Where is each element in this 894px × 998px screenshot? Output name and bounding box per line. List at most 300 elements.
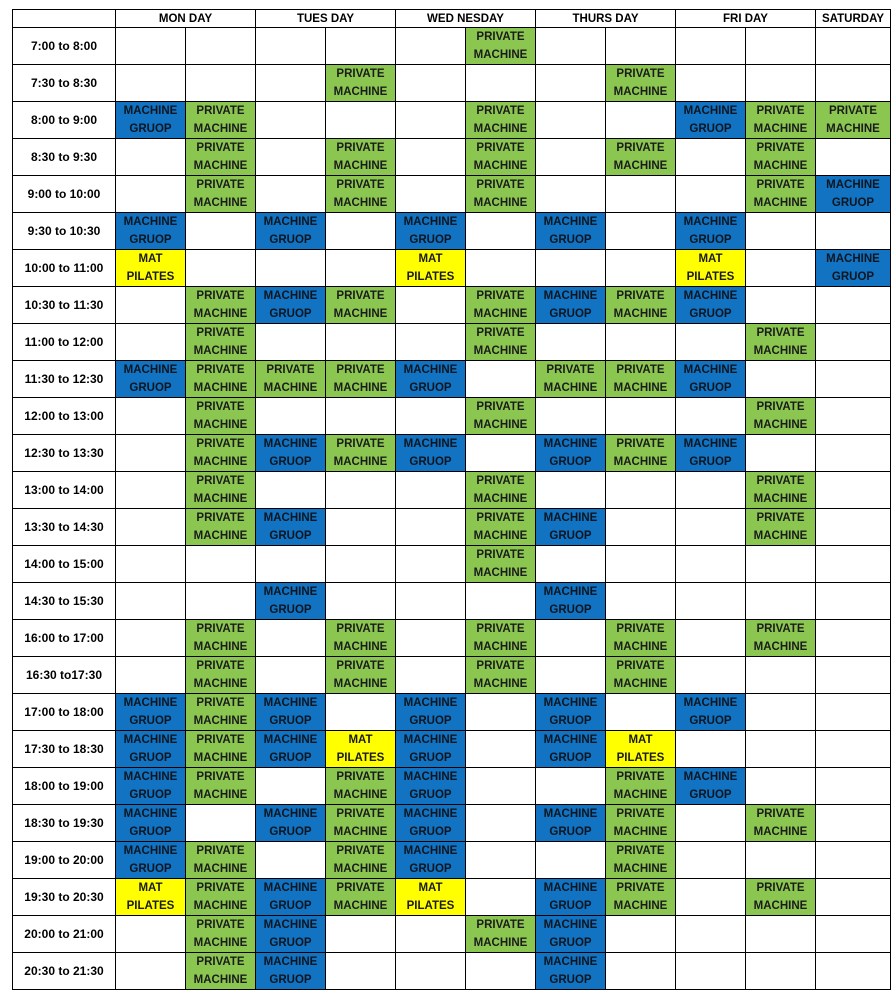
machine-group-slot (256, 287, 326, 324)
class-name-line2: GRUOP (269, 937, 312, 949)
private-machine-slot (186, 953, 256, 990)
class-name-line1: PRIVATE (336, 364, 385, 376)
empty-slot (326, 583, 396, 620)
private-machine-slot (466, 324, 536, 361)
time-label: 9:00 to 10:00 (13, 176, 116, 213)
private-machine-slot (326, 879, 396, 916)
empty-slot (396, 583, 466, 620)
class-name-line1: MACHINE (683, 290, 738, 302)
class-name-line2: MACHINE (473, 123, 528, 135)
class-name-line2: GRUOP (549, 715, 592, 727)
class-name-line2: MACHINE (753, 160, 808, 172)
class-name-line1: MACHINE (403, 808, 458, 820)
machine-group-slot (116, 805, 186, 842)
class-name-line1: MACHINE (263, 586, 318, 598)
class-name-line2: GRUOP (409, 863, 452, 875)
class-name-line1: PRIVATE (196, 734, 245, 746)
empty-slot (536, 102, 606, 139)
private-machine-slot (466, 139, 536, 176)
class-name-line2: GRUOP (549, 752, 592, 764)
private-machine-slot (466, 916, 536, 953)
class-name-line2: GRUOP (549, 974, 592, 986)
private-machine-slot (466, 102, 536, 139)
time-slot-row (13, 361, 891, 398)
class-name-line2: MACHINE (193, 974, 248, 986)
time-slot-row (13, 768, 891, 805)
empty-slot (816, 694, 891, 731)
private-machine-slot (466, 287, 536, 324)
empty-slot (466, 842, 536, 879)
class-name-line1: MACHINE (543, 216, 598, 228)
class-name-line2: GRUOP (269, 974, 312, 986)
class-name-line1: MACHINE (403, 216, 458, 228)
class-name-line2: GRUOP (129, 382, 172, 394)
empty-slot (676, 916, 746, 953)
class-name-line2: MACHINE (613, 308, 668, 320)
time-slot-row (13, 102, 891, 139)
class-name-line1: MACHINE (543, 697, 598, 709)
empty-slot (536, 139, 606, 176)
class-name-line1: MACHINE (403, 364, 458, 376)
empty-slot (536, 324, 606, 361)
empty-slot (676, 805, 746, 842)
private-machine-slot (746, 176, 816, 213)
class-name-line2: GRUOP (269, 308, 312, 320)
private-machine-slot (186, 842, 256, 879)
class-name-line2: MACHINE (333, 456, 388, 468)
class-name-line2: GRUOP (549, 900, 592, 912)
class-name-line1: MACHINE (543, 290, 598, 302)
mat-pilates-slot (606, 731, 676, 768)
class-name-line2: GRUOP (409, 456, 452, 468)
private-machine-slot (326, 768, 396, 805)
class-name-line2: MACHINE (543, 382, 598, 394)
class-name-line2: PILATES (616, 752, 665, 764)
class-name-line1: PRIVATE (756, 179, 805, 191)
empty-slot (746, 842, 816, 879)
time-label: 7:30 to 8:30 (13, 65, 116, 102)
class-name-line1: MACHINE (683, 771, 738, 783)
class-name-line1: MACHINE (263, 438, 318, 450)
class-name-line1: PRIVATE (336, 660, 385, 672)
empty-slot (676, 583, 746, 620)
time-label: 9:30 to 10:30 (13, 213, 116, 250)
private-machine-slot (186, 176, 256, 213)
class-name-line1: MAT (418, 882, 443, 894)
class-name-line1: MACHINE (123, 105, 178, 117)
class-name-line1: MACHINE (123, 808, 178, 820)
empty-slot (676, 176, 746, 213)
empty-slot (676, 324, 746, 361)
class-name-line1: MACHINE (543, 882, 598, 894)
class-name-line2: MACHINE (193, 197, 248, 209)
day-header-saturday: SATURDAY (816, 10, 891, 28)
private-machine-slot (326, 287, 396, 324)
private-machine-slot (326, 842, 396, 879)
class-name-line2: MACHINE (333, 308, 388, 320)
empty-slot (466, 583, 536, 620)
class-name-line1: MACHINE (123, 734, 178, 746)
class-name-line1: PRIVATE (336, 68, 385, 80)
class-name-line2: MACHINE (333, 641, 388, 653)
empty-slot (816, 768, 891, 805)
machine-group-slot (116, 768, 186, 805)
empty-slot (746, 657, 816, 694)
class-name-line1: MACHINE (403, 697, 458, 709)
empty-slot (116, 657, 186, 694)
machine-group-slot (676, 102, 746, 139)
class-name-line1: MACHINE (403, 845, 458, 857)
time-label: 20:30 to 21:30 (13, 953, 116, 990)
empty-slot (186, 805, 256, 842)
class-name-line2: MACHINE (193, 937, 248, 949)
machine-group-slot (116, 842, 186, 879)
class-name-line1: PRIVATE (476, 660, 525, 672)
class-name-line2: MACHINE (193, 641, 248, 653)
empty-slot (466, 213, 536, 250)
empty-slot (466, 694, 536, 731)
private-machine-slot (536, 361, 606, 398)
class-name-line2: MACHINE (193, 715, 248, 727)
time-label: 16:00 to 17:00 (13, 620, 116, 657)
class-name-line1: MACHINE (543, 919, 598, 931)
class-name-line1: PRIVATE (196, 845, 245, 857)
class-name-line2: GRUOP (269, 604, 312, 616)
private-machine-slot (746, 620, 816, 657)
class-name-line2: MACHINE (753, 345, 808, 357)
corner-header (13, 10, 116, 28)
machine-group-slot (536, 731, 606, 768)
empty-slot (256, 472, 326, 509)
class-name-line2: MACHINE (473, 567, 528, 579)
empty-slot (606, 472, 676, 509)
empty-slot (116, 65, 186, 102)
machine-group-slot (256, 879, 326, 916)
class-name-line1: PRIVATE (476, 919, 525, 931)
class-name-line2: GRUOP (831, 271, 875, 283)
empty-slot (396, 916, 466, 953)
class-name-line2: GRUOP (689, 234, 732, 246)
empty-slot (606, 694, 676, 731)
empty-slot (466, 731, 536, 768)
machine-group-slot (676, 213, 746, 250)
time-slot-row (13, 28, 891, 65)
private-machine-slot (186, 139, 256, 176)
class-name-line1: PRIVATE (196, 401, 245, 413)
private-machine-slot (746, 324, 816, 361)
class-name-line2: GRUOP (129, 123, 172, 135)
class-name-line1: PRIVATE (266, 364, 315, 376)
private-machine-slot (186, 768, 256, 805)
class-name-line2: GRUOP (549, 456, 592, 468)
time-label: 19:00 to 20:00 (13, 842, 116, 879)
day-header-tuesday: TUES DAY (256, 10, 396, 28)
class-name-line2: PILATES (406, 271, 455, 283)
machine-group-slot (536, 213, 606, 250)
class-name-line1: PRIVATE (336, 290, 385, 302)
class-name-line2: GRUOP (549, 308, 592, 320)
empty-slot (536, 657, 606, 694)
empty-slot (466, 805, 536, 842)
empty-slot (116, 398, 186, 435)
class-name-line2: MACHINE (753, 826, 808, 838)
class-name-line2: GRUOP (689, 123, 732, 135)
class-name-line2: GRUOP (831, 197, 875, 209)
empty-slot (466, 768, 536, 805)
machine-group-slot (116, 361, 186, 398)
class-name-line1: PRIVATE (196, 105, 245, 117)
machine-group-slot (396, 768, 466, 805)
day-header-thursday: THURS DAY (536, 10, 676, 28)
machine-group-slot (256, 509, 326, 546)
empty-slot (396, 28, 466, 65)
time-slot-row (13, 176, 891, 213)
class-name-line1: MACHINE (123, 216, 178, 228)
class-name-line1: PRIVATE (476, 623, 525, 635)
private-machine-slot (186, 509, 256, 546)
private-machine-slot (746, 472, 816, 509)
class-name-line1: MACHINE (543, 808, 598, 820)
mat-pilates-slot (116, 250, 186, 287)
empty-slot (326, 509, 396, 546)
class-name-line1: PRIVATE (616, 290, 665, 302)
empty-slot (396, 398, 466, 435)
class-name-line1: PRIVATE (756, 808, 805, 820)
machine-group-slot (396, 731, 466, 768)
time-label: 10:00 to 11:00 (13, 250, 116, 287)
class-name-line1: PRIVATE (476, 401, 525, 413)
class-name-line1: PRIVATE (196, 142, 245, 154)
private-machine-slot (326, 657, 396, 694)
class-name-line1: MAT (348, 734, 373, 746)
empty-slot (606, 916, 676, 953)
machine-group-slot (116, 213, 186, 250)
empty-slot (606, 250, 676, 287)
private-machine-slot (326, 805, 396, 842)
class-name-line1: PRIVATE (476, 31, 525, 43)
schedule-body (13, 28, 891, 990)
empty-slot (536, 176, 606, 213)
day-header-wednesday: WED NESDAY (396, 10, 536, 28)
private-machine-slot (186, 102, 256, 139)
class-name-line1: PRIVATE (756, 512, 805, 524)
class-name-line1: PRIVATE (616, 660, 665, 672)
time-label: 17:00 to 18:00 (13, 694, 116, 731)
class-name-line1: MACHINE (683, 438, 738, 450)
machine-group-slot (256, 731, 326, 768)
day-header-friday: FRI DAY (676, 10, 816, 28)
time-label: 8:00 to 9:00 (13, 102, 116, 139)
machine-group-slot (256, 694, 326, 731)
class-name-line1: PRIVATE (336, 438, 385, 450)
empty-slot (536, 620, 606, 657)
empty-slot (396, 620, 466, 657)
empty-slot (816, 65, 891, 102)
empty-slot (676, 139, 746, 176)
empty-slot (186, 65, 256, 102)
empty-slot (116, 546, 186, 583)
class-name-line1: PRIVATE (476, 512, 525, 524)
time-label: 19:30 to 20:30 (13, 879, 116, 916)
class-name-line2: GRUOP (269, 456, 312, 468)
time-label: 7:00 to 8:00 (13, 28, 116, 65)
class-name-line1: PRIVATE (336, 142, 385, 154)
class-name-line2: GRUOP (409, 234, 452, 246)
empty-slot (746, 213, 816, 250)
time-slot-row (13, 287, 891, 324)
class-name-line2: MACHINE (333, 826, 388, 838)
class-name-line1: PRIVATE (196, 956, 245, 968)
class-name-line1: MACHINE (263, 808, 318, 820)
private-machine-slot (186, 916, 256, 953)
empty-slot (116, 176, 186, 213)
class-name-line2: GRUOP (269, 715, 312, 727)
machine-group-slot (676, 435, 746, 472)
private-machine-slot (816, 102, 891, 139)
machine-group-slot (676, 287, 746, 324)
time-slot-row (13, 842, 891, 879)
time-slot-row (13, 953, 891, 990)
class-name-line1: MACHINE (826, 179, 880, 191)
machine-group-slot (396, 842, 466, 879)
machine-group-slot (536, 953, 606, 990)
private-machine-slot (326, 361, 396, 398)
empty-slot (676, 953, 746, 990)
empty-slot (816, 139, 891, 176)
time-slot-row (13, 213, 891, 250)
class-name-line1: MACHINE (543, 956, 598, 968)
class-name-line2: GRUOP (129, 234, 172, 246)
time-label: 14:00 to 15:00 (13, 546, 116, 583)
day-header-row (13, 10, 891, 28)
class-name-line2: MACHINE (193, 863, 248, 875)
private-machine-slot (186, 287, 256, 324)
empty-slot (676, 842, 746, 879)
class-name-line1: PRIVATE (196, 660, 245, 672)
class-name-line2: MACHINE (613, 456, 668, 468)
class-name-line2: MACHINE (333, 160, 388, 172)
class-name-line2: MACHINE (193, 900, 248, 912)
class-name-line1: PRIVATE (616, 808, 665, 820)
class-name-line1: MACHINE (123, 364, 178, 376)
empty-slot (396, 65, 466, 102)
class-name-line2: MACHINE (193, 493, 248, 505)
time-slot-row (13, 879, 891, 916)
class-name-line1: PRIVATE (616, 623, 665, 635)
empty-slot (116, 139, 186, 176)
class-name-line2: MACHINE (473, 937, 528, 949)
class-name-line1: PRIVATE (196, 438, 245, 450)
machine-group-slot (396, 435, 466, 472)
class-name-line1: PRIVATE (196, 290, 245, 302)
class-name-line2: MACHINE (753, 530, 808, 542)
class-name-line2: MACHINE (473, 197, 528, 209)
class-name-line2: MACHINE (473, 419, 528, 431)
class-name-line2: MACHINE (193, 530, 248, 542)
machine-group-slot (676, 361, 746, 398)
class-name-line2: GRUOP (269, 900, 312, 912)
time-slot-row (13, 916, 891, 953)
empty-slot (116, 509, 186, 546)
empty-slot (816, 916, 891, 953)
empty-slot (256, 398, 326, 435)
empty-slot (116, 472, 186, 509)
time-slot-row (13, 731, 891, 768)
class-name-line1: PRIVATE (336, 882, 385, 894)
time-label: 18:30 to 19:30 (13, 805, 116, 842)
private-machine-slot (186, 694, 256, 731)
private-machine-slot (606, 842, 676, 879)
empty-slot (256, 546, 326, 583)
class-name-line2: MACHINE (613, 789, 668, 801)
private-machine-slot (466, 620, 536, 657)
class-name-line2: MACHINE (193, 789, 248, 801)
time-slot-row (13, 694, 891, 731)
empty-slot (396, 546, 466, 583)
class-name-line2: GRUOP (549, 234, 592, 246)
time-label: 11:00 to 12:00 (13, 324, 116, 361)
empty-slot (676, 731, 746, 768)
private-machine-slot (256, 361, 326, 398)
class-name-line1: PRIVATE (616, 882, 665, 894)
empty-slot (116, 620, 186, 657)
class-name-line1: MAT (628, 734, 653, 746)
class-name-line2: GRUOP (689, 382, 732, 394)
class-name-line1: PRIVATE (476, 105, 525, 117)
time-label: 13:00 to 14:00 (13, 472, 116, 509)
time-slot-row (13, 472, 891, 509)
private-machine-slot (466, 28, 536, 65)
private-machine-slot (186, 620, 256, 657)
class-name-line1: PRIVATE (756, 882, 805, 894)
empty-slot (116, 435, 186, 472)
class-name-line2: MACHINE (753, 419, 808, 431)
time-label: 20:00 to 21:00 (13, 916, 116, 953)
empty-slot (536, 250, 606, 287)
class-name-line1: PRIVATE (196, 179, 245, 191)
class-name-line1: MACHINE (683, 216, 738, 228)
day-header-monday: MON DAY (116, 10, 256, 28)
private-machine-slot (186, 472, 256, 509)
empty-slot (746, 731, 816, 768)
class-name-line2: MACHINE (613, 826, 668, 838)
private-machine-slot (326, 139, 396, 176)
class-name-line2: MACHINE (193, 456, 248, 468)
empty-slot (466, 250, 536, 287)
class-name-line1: MACHINE (543, 438, 598, 450)
private-machine-slot (466, 398, 536, 435)
empty-slot (256, 139, 326, 176)
class-name-line2: MACHINE (193, 678, 248, 690)
class-name-line1: MACHINE (403, 438, 458, 450)
private-machine-slot (606, 287, 676, 324)
empty-slot (116, 583, 186, 620)
empty-slot (326, 694, 396, 731)
empty-slot (816, 842, 891, 879)
class-name-line2: PILATES (406, 900, 455, 912)
class-name-line2: GRUOP (689, 308, 732, 320)
empty-slot (186, 583, 256, 620)
machine-group-slot (256, 953, 326, 990)
empty-slot (396, 287, 466, 324)
empty-slot (256, 324, 326, 361)
private-machine-slot (606, 768, 676, 805)
empty-slot (746, 953, 816, 990)
class-name-line2: GRUOP (549, 530, 592, 542)
class-name-line2: GRUOP (409, 789, 452, 801)
class-name-line1: PRIVATE (756, 105, 805, 117)
time-label: 12:00 to 13:00 (13, 398, 116, 435)
